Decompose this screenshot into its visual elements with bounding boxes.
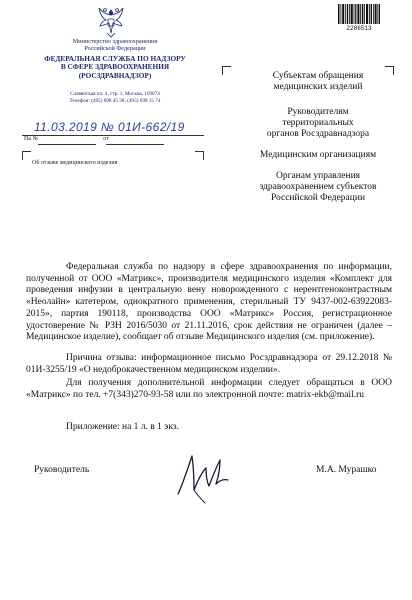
agency-line: (РОСЗДРАВНАДЗОР) [78, 70, 152, 80]
addressee-health-authorities [238, 171, 398, 204]
addressee-line: медицинских изделий [273, 82, 363, 92]
ministry-name [20, 38, 210, 52]
ministry-line: Министерство здравоохранения [72, 38, 158, 45]
addressee-medical-organizations [238, 150, 398, 161]
handwritten-signature-icon [172, 446, 234, 506]
addressee-line: здравоохранением субъектов [259, 182, 377, 192]
ministry-line: Российской Федерации [84, 45, 146, 52]
paragraph-text: Причина отзыва: информационное письмо Росздравнадзора от 29.12.2018 № 01И-3255/19 «О недоброкачественном медицинском изделии». [26, 353, 392, 375]
barcode-icon [338, 4, 380, 24]
phone-line: Телефон: (495) 698 45 38; (495) 698 15 74 [69, 98, 161, 104]
letter-subject: Об отзыве медицинского изделия [32, 160, 118, 166]
reference-row [24, 136, 109, 142]
agency-line: ФЕДЕРАЛЬНАЯ СЛУЖБА ПО НАДЗОРУ [44, 54, 186, 63]
signatory-name: М.А. Мурашко [316, 465, 377, 475]
addressee-line: Субъектам обращения [272, 71, 364, 81]
address-line: Славянская пл. 4, стр. 1, Москва, 109074 [70, 91, 160, 97]
attachment-note: Приложение: на 1 л. в 1 экз. [66, 422, 179, 432]
addressee-line: Органам управления [275, 171, 361, 181]
barcode-number: 2286513 [346, 25, 372, 32]
body-paragraph-recall-reason [26, 353, 392, 376]
subject-bracket-left [22, 151, 31, 160]
addressee-bracket-left [222, 66, 231, 75]
subject-bracket-right [195, 151, 204, 160]
agency-line: В СФЕРЕ ЗДРАВООХРАНЕНИЯ [60, 62, 170, 72]
body-paragraph-contact-info [26, 378, 392, 401]
paragraph-text: Федеральная служба по надзору в сфере здравоохранения по информации, полученной от ООО «Матрикс», производителя медицинского изделия «Комплект для проведения инфузии в центральную вену новорожденного с нерентгеноконтрастным «Неолайн» катетером, однократного применения, стерильный ТУ 9437-002-63922083-2015», партия 190118, производства ООО «Матрикс» Россия, регистрационное удостоверение № РЗН 2016/5030 от 21.11.2016, срок действия не ограничен (далее – Медицинское изделие), сообщает об отзыве Медицинского изделия (см. приложение). [26, 262, 392, 343]
registration-date-number: 11.03.2019 № 01И-662/19 [34, 120, 185, 134]
agency-address [20, 91, 210, 105]
addressee-line: Руководителям [287, 107, 349, 117]
body-paragraph-recall-notice [26, 262, 392, 344]
reference-number-line [38, 144, 96, 145]
addressee-line: Медицинским организациям [259, 150, 377, 160]
signatory-role: Руководитель [34, 465, 90, 475]
na-label: На № [24, 136, 39, 142]
agency-name [20, 55, 210, 80]
reference-date-line [106, 144, 164, 145]
ot-label: от [103, 136, 109, 142]
addressee-territorial-heads [238, 107, 398, 140]
paragraph-text: Для получения дополнительной информации следует обращаться в ООО «Матрикс» по тел. +7(343)270-93-58 или по электронной почте: matrix-ekb@mail.ru [26, 378, 392, 400]
double-headed-eagle-emblem-icon [96, 6, 126, 38]
addressee-line: органов Росздравнадзора [266, 129, 370, 139]
addressee-line: Российской Федерации [270, 193, 366, 203]
addressee-subjects [238, 71, 398, 93]
addressee-line: территориальных [282, 118, 354, 128]
